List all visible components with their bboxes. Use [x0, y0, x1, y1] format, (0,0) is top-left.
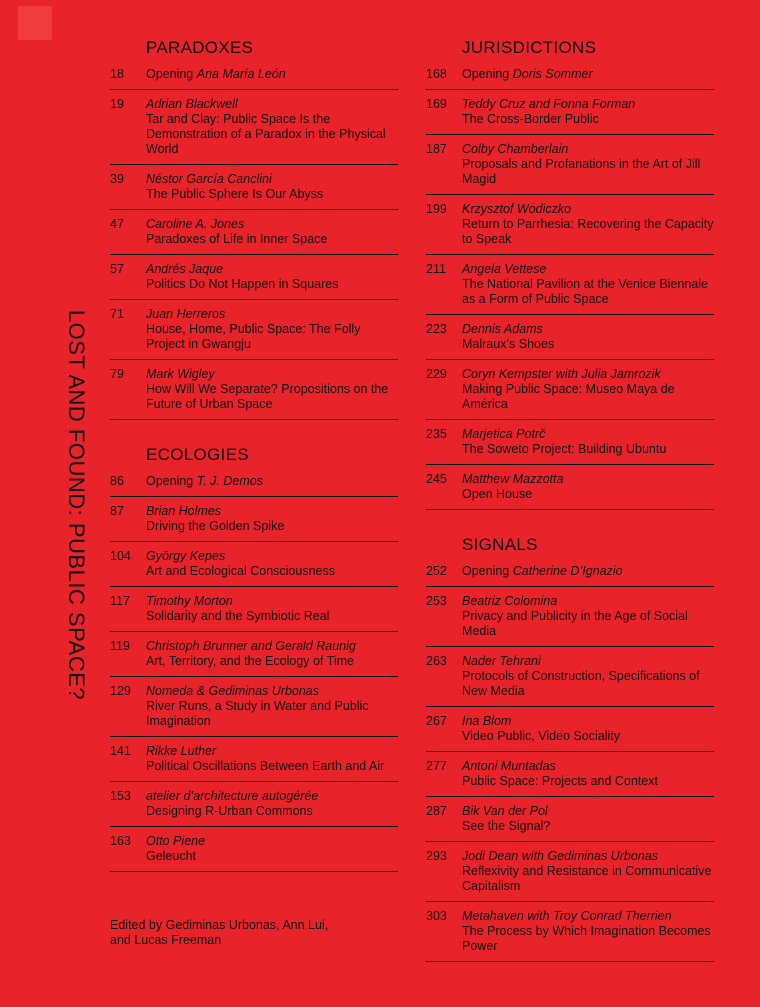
- paradoxes-list: [110, 97, 398, 420]
- page-number: 223: [426, 322, 447, 336]
- page-number: 119: [110, 639, 130, 653]
- entry-author: Juan Herreros: [146, 307, 226, 321]
- toc-entry[interactable]: [110, 367, 398, 420]
- entry-author: Néstor García Canclini: [146, 172, 272, 186]
- page-number: 79: [110, 367, 124, 381]
- opening-entry-ecologies[interactable]: [110, 474, 398, 497]
- toc-entry[interactable]: [426, 427, 714, 465]
- page-number: 253: [426, 594, 447, 608]
- opening-label: Opening: [146, 474, 194, 488]
- toc-entry[interactable]: [110, 97, 398, 165]
- entry-title: House, Home, Public Space: The Folly Project in Gwangju: [146, 322, 361, 351]
- entry-title: Designing R-Urban Commons: [146, 804, 313, 818]
- page-number: 141: [110, 744, 131, 758]
- entry-title: Making Public Space: Museo Maya de América: [462, 382, 675, 411]
- editors-credit: Edited by Gediminas Urbonas, Ann Lui, and Lucas Freeman: [110, 918, 329, 947]
- left-column: [110, 38, 398, 879]
- entry-author: Doris Sommer: [512, 67, 593, 81]
- toc-entry[interactable]: [110, 549, 398, 587]
- page-number: 277: [426, 759, 447, 773]
- entry-title: The Cross-Border Public: [462, 112, 599, 126]
- page-number: 211: [426, 262, 446, 276]
- page-number: 39: [110, 172, 124, 186]
- opening-entry-paradoxes[interactable]: [110, 67, 398, 90]
- entry-title: Proposals and Profanations in the Art of Jill Magid: [462, 157, 701, 186]
- entry-title: The Public Sphere Is Our Abyss: [146, 187, 324, 201]
- entry-author: Dennis Adams: [462, 322, 543, 336]
- entry-title: Open House: [462, 487, 533, 501]
- entry-author: Otto Piene: [146, 834, 206, 848]
- toc-entry[interactable]: [110, 307, 398, 360]
- page-number: 229: [426, 367, 447, 381]
- toc-entry[interactable]: [426, 97, 714, 135]
- entry-author: Jodi Dean with Gediminas Urbonas: [462, 849, 658, 863]
- entry-title: Reflexivity and Resistance in Communicative Capitalism: [462, 864, 712, 893]
- page-number: 168: [426, 67, 447, 81]
- spine-title: LOST AND FOUND: PUBLIC SPACE?: [64, 309, 89, 701]
- entry-author: Ina Blom: [462, 714, 512, 728]
- corner-mark: [18, 6, 52, 40]
- entry-author: Andrés Jaque: [146, 262, 224, 276]
- entry-author: Caroline A. Jones: [146, 217, 245, 231]
- page-number: 19: [110, 97, 124, 111]
- entry-title: Art, Territory, and the Ecology of Time: [146, 654, 354, 668]
- toc-entry[interactable]: [426, 472, 714, 510]
- entry-author: Mark Wigley: [146, 367, 215, 381]
- entry-title: See the Signal?: [462, 819, 551, 833]
- entry-author: Nomeda & Gediminas Urbonas: [146, 684, 319, 698]
- entry-author: Angela Vettese: [462, 262, 547, 276]
- entry-author: Krzysztof Wodiczko: [462, 202, 572, 216]
- entry-author: Rikke Luther: [146, 744, 217, 758]
- entry-title: Art and Ecological Consciousness: [146, 564, 335, 578]
- page-number: 153: [110, 789, 131, 803]
- section-title-ecologies: ECOLOGIES: [146, 445, 249, 464]
- toc-entry[interactable]: [426, 759, 714, 797]
- toc-entry[interactable]: [426, 202, 714, 255]
- entry-author: Metahaven with Troy Conrad Therrien: [462, 909, 672, 923]
- entry-author: Coryn Kempster with Julia Jamrozik: [462, 367, 661, 381]
- toc-entry[interactable]: [426, 654, 714, 707]
- toc-entry[interactable]: [110, 834, 398, 872]
- opening-label: Opening: [462, 564, 510, 578]
- page-number: 263: [426, 654, 447, 668]
- toc-entry[interactable]: [426, 594, 714, 647]
- toc-entry[interactable]: [110, 684, 398, 737]
- toc-entry[interactable]: [110, 217, 398, 255]
- entry-author: T. J. Demos: [196, 474, 263, 488]
- entry-title: Politics Do Not Happen in Squares: [146, 277, 339, 291]
- entry-title: Video Public, Video Sociality: [462, 729, 620, 743]
- page-number: 117: [110, 594, 130, 608]
- entry-author: Colby Chamberlain: [462, 142, 569, 156]
- page-number: 235: [426, 427, 447, 441]
- entry-title: Tar and Clay: Public Space Is the Demonstration of a Paradox in the Physical World: [146, 112, 386, 156]
- opening-entry-signals[interactable]: [426, 564, 714, 587]
- page-number: 86: [110, 474, 124, 488]
- entry-title: Geleucht: [146, 849, 197, 863]
- page-number: 287: [426, 804, 447, 818]
- page-number: 57: [110, 262, 124, 276]
- page-number: 129: [110, 684, 131, 698]
- entry-title: The National Pavilion at the Venice Biennale as a Form of Public Space: [462, 277, 708, 306]
- page-number: 18: [110, 67, 124, 81]
- entry-title: Return to Parrhesia: Recovering the Capacity to Speak: [462, 217, 714, 246]
- entry-author: Antoni Muntadas: [462, 759, 556, 773]
- entry-title: Privacy and Publicity in the Age of Social Media: [462, 609, 688, 638]
- page-number: 252: [426, 564, 447, 578]
- toc-entry[interactable]: [110, 639, 398, 677]
- entry-author: Timothy Morton: [146, 594, 233, 608]
- entry-title: Driving the Golden Spike: [146, 519, 285, 533]
- page-number: 187: [426, 142, 447, 156]
- entry-author: Nader Tehrani: [462, 654, 541, 668]
- entry-title: River Runs, a Study in Water and Public Imagination: [146, 699, 369, 728]
- toc-entry[interactable]: [426, 142, 714, 195]
- entry-author: Teddy Cruz and Fonna Forman: [462, 97, 636, 111]
- ecologies-list: [110, 504, 398, 872]
- entry-title: How Will We Separate? Propositions on the Future of Urban Space: [146, 382, 389, 411]
- entry-title: Political Oscillations Between Earth and Air: [146, 759, 385, 773]
- opening-label: Opening: [146, 67, 194, 81]
- toc-entry[interactable]: [110, 262, 398, 300]
- opening-entry-jurisdictions[interactable]: [426, 67, 714, 90]
- entry-author: Beatriz Colomina: [462, 594, 558, 608]
- entry-author: Marjetica Potrč: [462, 427, 546, 441]
- page-number: 303: [426, 909, 447, 923]
- entry-title: Malraux’s Shoes: [462, 337, 555, 351]
- page-number: 293: [426, 849, 447, 863]
- page-number: 199: [426, 202, 447, 216]
- toc-entry[interactable]: [110, 789, 398, 827]
- page-number: 71: [110, 307, 124, 321]
- section-title-jurisdictions: JURISDICTIONS: [462, 38, 597, 57]
- section-title-paradoxes: PARADOXES: [146, 38, 254, 57]
- page-number: 267: [426, 714, 447, 728]
- toc-entry[interactable]: [426, 262, 714, 315]
- entry-author: Catherine D’Ignazio: [512, 564, 623, 578]
- entry-title: The Process by Which Imagination Becomes Power: [462, 924, 711, 953]
- entry-title: Solidarity and the Symbiotic Real: [146, 609, 330, 623]
- entry-author: Ana María León: [196, 67, 286, 81]
- toc-entry[interactable]: [426, 322, 714, 360]
- entry-author: Christoph Brunner and Gerald Raunig: [146, 639, 356, 653]
- toc-entry[interactable]: [426, 714, 714, 752]
- entry-author: Bik Van der Pol: [462, 804, 548, 818]
- page-number: 104: [110, 549, 131, 563]
- opening-label: Opening: [462, 67, 510, 81]
- entry-title: Paradoxes of Life in Inner Space: [146, 232, 328, 246]
- toc-entry[interactable]: [110, 744, 398, 782]
- entry-author: Adrian Blackwell: [146, 97, 238, 111]
- page-number: 245: [426, 472, 447, 486]
- page-number: 169: [426, 97, 447, 111]
- entry-author: György Kepes: [146, 549, 226, 563]
- entry-title: Protocols of Construction, Specifications of New Media: [462, 669, 700, 698]
- right-column: [426, 38, 714, 969]
- signals-list: [426, 594, 714, 962]
- section-title-signals: SIGNALS: [462, 535, 538, 554]
- entry-author: Matthew Mazzotta: [462, 472, 564, 486]
- entry-title: Public Space: Projects and Context: [462, 774, 658, 788]
- toc-entry[interactable]: [110, 504, 398, 542]
- jurisdictions-list: [426, 97, 714, 510]
- page-number: 47: [110, 217, 124, 231]
- toc-entry[interactable]: [110, 594, 398, 632]
- toc-entry[interactable]: [426, 909, 714, 962]
- entry-author: Brian Holmes: [146, 504, 222, 518]
- toc-entry[interactable]: [426, 804, 714, 842]
- page-number: 87: [110, 504, 124, 518]
- entry-author: atelier d’architecture autogérée: [146, 789, 319, 803]
- entry-title: The Soweto Project: Building Ubuntu: [462, 442, 667, 456]
- toc-entry[interactable]: [426, 367, 714, 420]
- toc-entry[interactable]: [110, 172, 398, 210]
- page-number: 163: [110, 834, 131, 848]
- toc-entry[interactable]: [426, 849, 714, 902]
